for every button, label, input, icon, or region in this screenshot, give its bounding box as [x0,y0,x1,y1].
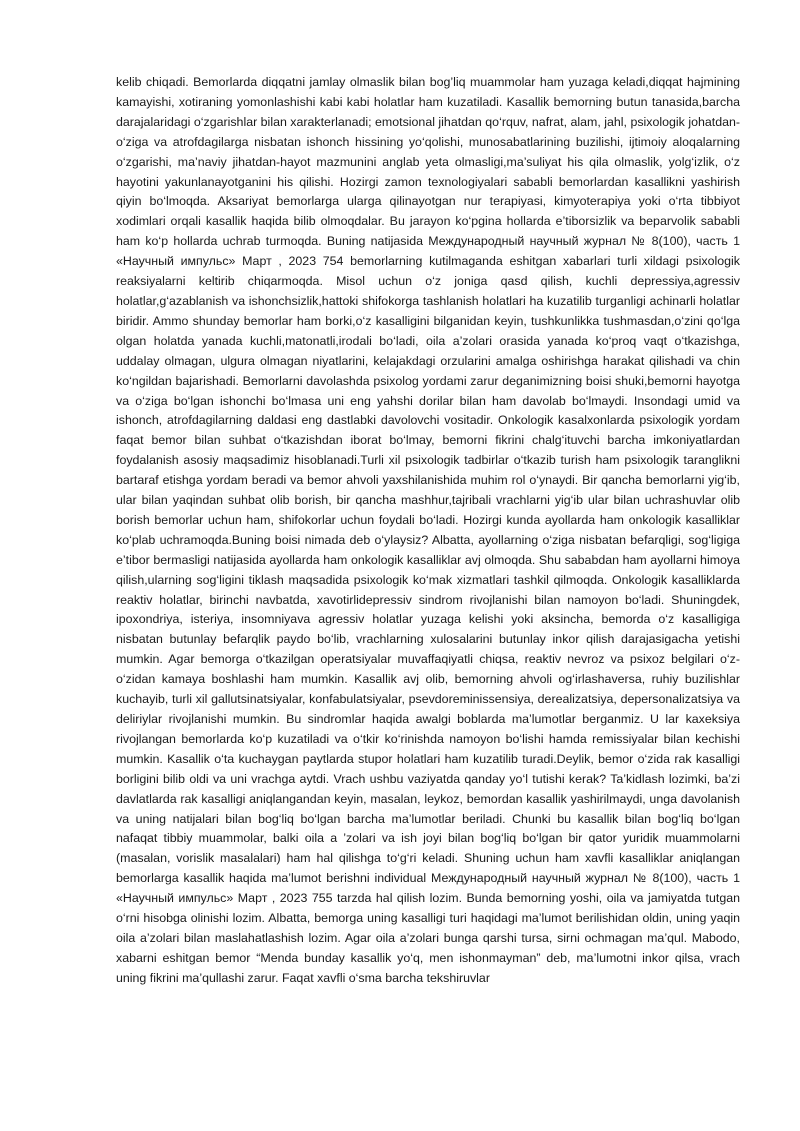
body-paragraph: kelib chiqadi. Bemorlarda diqqatni jamlay olmaslik bilan bog’liq muammolar ham yuzaga keladi,diqqat hajmining kamayishi, xotiraning yomonlashishi kabi kabi holatlar ham kuzatiladi. Kasallik bemorning butun tanasida,barcha darajalaridagi o‘zgarishlar bilan xarakterlanadi; emotsional jihatdan qo‘rquv, nafrat, alam, jahl, psixologik johatdan-o‘ziga va atrofdagilarga nisbatan ishonch hissining yo‘qolishi, munosabatlarining buzilishi, ijtimoiy aloqalarning o‘zgarishi, ma’naviy jihatdan-hayot mazmunini anglab yeta olmasligi,ma’suliyat his qila olmaslik, yolg‘izlik, o‘z hayotini yakunlanayotganini his qilishi. Hozirgi zamon texnologiyalari sababli bemorlardan kasallikni yashirish qiyin bo‘lmoqda. Aksariyat bemorlarga ularga qilinayotgan nur terapiyasi, kimyoterapiya yoki o‘rta tibbiyot xodimlari orqali kasallik haqida bilib olmoqdalar. Bu jarayon ko‘pgina hollarda e’tiborsizlik va beparvolik sababli ham ko‘p hollarda uchrab turmoqda. Buning natijasida Международный научный журнал № 8(100), часть 1 «Научный импульс» Март , 2023 754 bemorlarning kutilmaganda eshitgan xabarlari turli xildagi psixologik reaksiyalarni keltirib chiqarmoqda. Misol uchun o‘z joniga qasd qilish, kuchli depressiya,agressiv holatlar,g‘azablanish va ishonchsizlik,hattoki shifokorga tashlanish holatlari ha kuzatilib turganligi achinarli holatlar biridir. Ammo shunday bemorlar ham borki,o‘z kasalligini bilganidan keyin, tushkunlikka tushmasdan,o‘zini qo‘lga olgan holatda yanada kuchli,matonatli,irodali bo‘ladi, oila a’zolari orasida yanada ko‘proq vaqt o‘tkazishga, uddalay olmagan, ulgura olmagan niyatlarini, kelajakdagi orzularini amalga oshirishga harakat qilishadi va chin ko‘ngildan bajarishadi. Bemorlarni davolashda psixolog yordami zarur deganimizning boisi shuki,bemorni hayotga va o‘ziga bo‘lgan ishonchi bo‘lmasa uni eng yahshi dorilar bilan ham davolab bo‘lmaydi. Insondagi umid va ishonch, atrofdagilarning daldasi eng dastlabki davolovchi vositadir. Onkologik kasalxonlarda psixologik yordam faqat bemor bilan suhbat o‘tkazishdan iborat bo‘lmay, bemorni fikrini chalg‘ituvchi barcha imkoniyatlardan foydalanish asosiy maqsadimiz hisoblanadi.Turli xil psixologik tadbirlar o‘tkazib turish ham psixologik taranglikni bartaraf etishga yordam beradi va bemor ahvoli yaxshilanishida muhim rol o‘ynaydi. Bir qancha bemorlarni yig‘ib, ular bilan yaqindan suhbat olib borish, bir qancha mashhur,tajribali vrachlarni yig‘ib ular bilan uchrashuvlar olib borish bemorlar uchun ham, shifokorlar uchun foydali bo‘ladi. Hozirgi kunda ayollarda ham onkologik kasalliklar ko‘plab uchramoqda.Buning boisi nimada deb o‘ylaysiz? Albatta, ayollarning o‘ziga nisbatan befarqligi, sog‘ligiga e’tibor bermasligi natijasida ayollarda ham onkologik kasalliklar avj olmoqda. Shu sababdan ham ayollarni himoya qilish,ularning sog‘ligini tiklash maqsadida psixologik ko‘mak xizmatlari tashkil qilmoqda. Onkologik kasalliklarda reaktiv holatlar, birinchi navbatda, xavotirlidepressiv sindrom rivojlanishi bilan namoyon bo‘ladi. Shuningdek, ipoxondriya, isteriya, insomniyava agressiv holatlar yuzaga kelishi yoki aksincha, bemorda o‘z kasalligiga nisbatan butunlay befarqlik paydo bo‘lib, vrachlarning xulosalarini butunlay inkor qilish darajasigacha yetishi mumkin. Agar bemorga o‘tkazilgan operatsiyalar muvaffaqiyatli chiqsa, reaktiv nevroz va psixoz belgilari o‘z-o‘zidan kamaya boshlashi ham mumkin. Kasallik avj olib, bemorning ahvoli og‘irlashaversa, ruhiy buzilishlar kuchayib, turli xil gallutsinatsiyalar, konfabulatsiyalar, psevdoreminissensiya, derealizatsiya, depersonalizatsiya va deliriylar rivojlanishi mumkin. Bu sindromlar haqida awalgi boblarda ma’lumotlar berganmiz. U lar kaxeksiya rivojlangan bemorlarda ko‘p kuzatiladi va o‘tkir ko‘rinishda namoyon bo‘lishi hamda remissiyalar bilan kechishi mumkin. Kasallik o‘ta kuchaygan paytlarda stupor holatlari ham kuzatilib turadi.Deylik, bemor o‘zida rak kasalligi borligini bilib oldi va uni vrachga aytdi. Vrach ushbu vaziyatda qanday yo‘l tutishi kerak? Ta’kidlash lozimki, ba’zi davlatlarda rak kasalligi aniqlangandan keyin, masalan, leykoz, bemordan kasallik yashirilmaydi, unga davolanish va uning natijalari bilan bog‘liq bo‘lgan barcha ma’lumotlar beriladi. Chunki bu kasallik bilan bog‘liq bo‘lgan nafaqat tibbiy muammolar, balki oila a ’zolari va ish joyi bilan bog‘liq bo‘lgan bir qator yuridik muammolarni (masalan, vorislik masalalari) ham hal qilishga to‘g‘ri keladi. Shuning uchun ham xavfli kasalliklar aniqlangan bemorlarga kasallik haqida ma’lumot berishni individual Международный научный журнал № 8(100), часть 1 «Научный импульс» Март , 2023 755 tarzda hal qilish lozim. Bunda bemorning yoshi, oila va jamiyatda tutgan o‘rni hisobga olinishi lozim. Albatta, bemorga uning kasalligi turi haqidagi ma’lumot berilishidan oldin, uning yaqin oila a’zolari bilan maslahatlashish lozim. Agar oila a’zolari bunga qarshi tursa, sirni ochmagan ma’qul. Mabodo, xabarni eshitgan bemor “Menda bunday kasallik yo‘q, men ishonmayman” deb, ma’lumotni inkor qilsa, vrach uning fikrini ma’qullashi zarur. Faqat xavfli o‘sma barcha tekshiruvlar [116,75,740,985]
